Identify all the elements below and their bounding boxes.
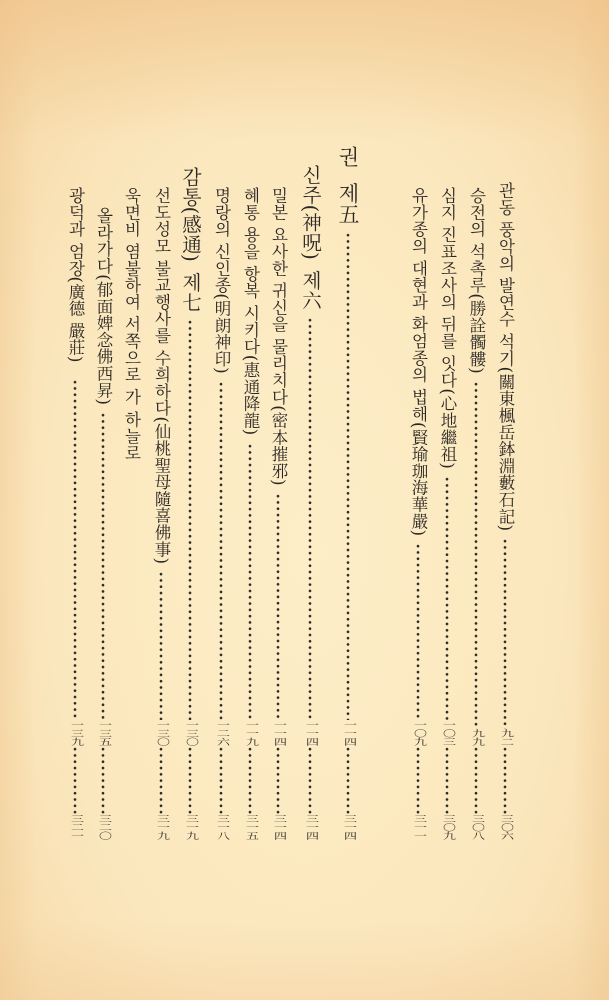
volume-title: 권 제五 <box>336 146 360 225</box>
entry-title: 선도성모 불교행사를 수희하다(仙桃聖母隨喜佛事) <box>152 187 171 565</box>
dot-leader <box>346 746 350 814</box>
page-number-translation: 一〇九 <box>411 720 426 747</box>
entry-title: 명랑의 신인종(明朗神印) <box>212 187 231 375</box>
dot-leader <box>416 543 420 720</box>
dot-leader <box>503 746 507 814</box>
dot-leader <box>159 571 163 720</box>
page-number-translation: 九九 <box>469 729 484 747</box>
page-number-translation: 一〇三 <box>440 720 455 747</box>
dot-leader <box>308 746 312 814</box>
page-number-original: 三〇九 <box>440 814 455 840</box>
dot-leader <box>219 381 223 720</box>
dot-leader <box>276 746 280 814</box>
dot-leader <box>159 746 163 814</box>
page-number-original: 三二一 <box>68 814 83 840</box>
dot-leader <box>101 412 105 720</box>
page-number-original: 三一一 <box>411 814 426 840</box>
toc-entry <box>434 187 460 840</box>
toc-entry <box>265 187 291 840</box>
page-number-translation: 一一四 <box>303 720 318 747</box>
page-number-translation: 一三〇 <box>154 720 169 747</box>
page-number-translation: 一三九 <box>68 720 83 747</box>
page-number-original: 三一四 <box>303 814 318 840</box>
page-number-translation: 九二 <box>498 729 513 747</box>
entry-title: 밀본 요사한 귀신을 물리치다(密本摧邪) <box>269 187 288 486</box>
toc-entry <box>237 187 263 840</box>
dot-leader <box>474 746 478 814</box>
entry-title: 광덕과 엄장(廣德 嚴莊) <box>66 187 85 363</box>
toc-entry <box>463 187 489 840</box>
page-number-original: 三二〇 <box>96 814 111 840</box>
entry-title: 혜통 용을 항복 시키다(惠通降龍) <box>241 187 260 436</box>
page-number-original: 三一九 <box>154 814 169 840</box>
dot-leader <box>503 538 507 729</box>
dot-leader <box>188 319 192 720</box>
page-number-original: 三一四 <box>341 814 356 840</box>
page-number-translation: 一三五 <box>96 720 111 747</box>
toc-entry-line-1 <box>118 187 144 487</box>
dot-leader <box>416 746 420 814</box>
dot-leader <box>308 317 312 720</box>
entry-title: 올라가다(郁面婢念佛西昇) <box>94 207 113 406</box>
toc-entry <box>148 187 174 840</box>
section-title: 감통(感通) 제七 <box>179 167 202 313</box>
toc-entry <box>62 187 88 840</box>
dot-leader <box>445 476 449 720</box>
dot-leader <box>474 381 478 729</box>
dot-leader <box>346 232 350 721</box>
page-number-original: 三一五 <box>243 814 258 840</box>
dot-leader <box>248 746 252 814</box>
toc-entry <box>208 187 234 840</box>
toc-entry-line-2 <box>90 207 116 840</box>
page-number-original: 三〇八 <box>469 814 484 840</box>
page-number-translation: 一三〇 <box>183 720 198 747</box>
dot-leader <box>101 746 105 814</box>
entry-title: 승전의 석촉루(勝詮髑髏) <box>467 187 486 375</box>
entry-title: 유가종의 대현과 화엄종의 법해(賢瑜珈海華嚴) <box>409 187 428 537</box>
section-title: 신주(神呪) 제六 <box>299 165 322 311</box>
page-number-translation: 一二六 <box>214 720 229 747</box>
page-number-original: 三〇六 <box>498 814 513 840</box>
page-number-original: 三一四 <box>271 814 286 840</box>
dot-leader <box>445 746 449 814</box>
toc-entry <box>405 187 431 840</box>
dot-leader <box>73 746 77 814</box>
section-heading <box>297 165 323 840</box>
entry-title: 욱면비 염불하여 서쪽으로 가 하늘로 <box>122 187 141 462</box>
toc-entry <box>492 182 518 840</box>
page-number-translation: 一一四 <box>271 720 286 747</box>
dot-leader <box>188 746 192 814</box>
page-number-original: 三一八 <box>214 814 229 840</box>
dot-leader <box>219 746 223 814</box>
dot-leader <box>276 493 280 720</box>
section-heading <box>177 167 203 840</box>
entry-title: 심지 진표조사의 뒤를 잇다(心地繼祖) <box>438 187 457 470</box>
dot-leader <box>248 443 252 721</box>
page-number-translation: 一一九 <box>243 720 258 747</box>
page-number-original: 三一九 <box>183 814 198 840</box>
entry-title: 관동 풍악의 발연수 석기(關東楓岳鉢淵藪石記) <box>496 182 515 532</box>
dot-leader <box>73 379 77 721</box>
volume-heading <box>335 146 361 840</box>
page-number-translation: 一一四 <box>341 720 356 747</box>
